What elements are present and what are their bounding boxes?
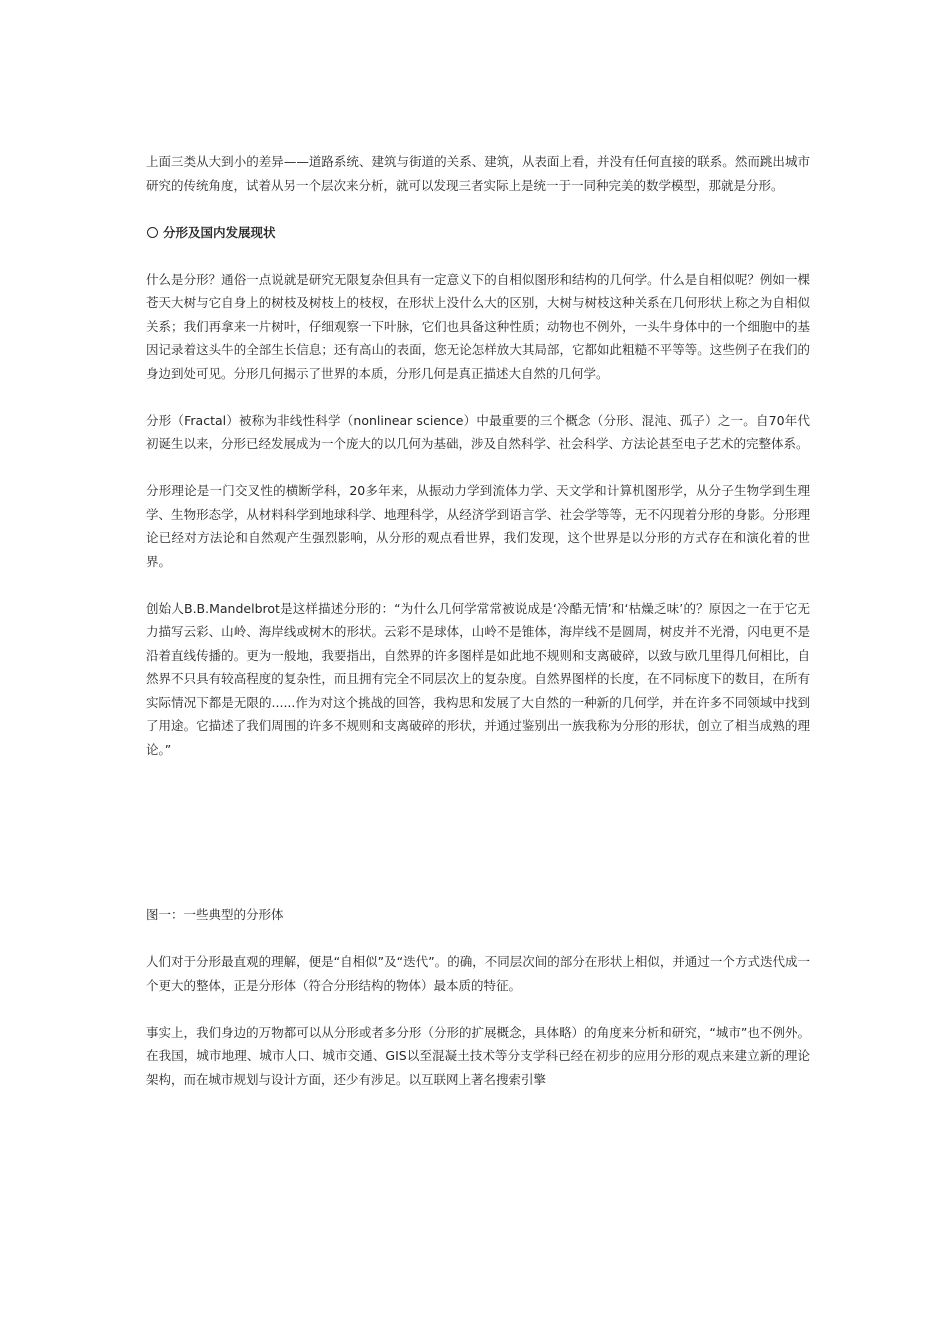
- spacer: [146, 573, 810, 597]
- paragraph-intro: 上面三类从大到小的差异——道路系统、建筑与街道的关系、建筑，从表面上看，并没有任何直接的联系。然而跳出城市研究的传统角度，试着从另一个层次来分析，就可以发现三者实际上是统一于一同种完美的数学模型，那就是分形。: [146, 154, 810, 193]
- figure-placeholder: [146, 761, 810, 903]
- paragraph-mandelbrot-quote: 创始人B.B.Mandelbrot是这样描述分形的：“为什么几何学常常被说成是‘冷酷无情’和‘枯燥乏味’的？原因之一在于它无力描写云彩、山岭、海岸线或树木的形状。云彩不是球体，山岭不是锥体，海岸线不是圆周，树皮并不光滑，闪电更不是沿着直线传播的。更为一般地，我要指出，自然界的许多图样是如此地不规则和支离破碎，以致与欧几里得几何相比，自然界不只具有较高程度的复杂性，而且拥有完全不同层次上的复杂度。自然界图样的长度，在不同标度下的数目，在所有实际情况下都是无限的......作为对这个挑战的回答，我构思和发展了大自然的一种新的几何学，并在许多不同领域中找到了用途。它描述了我们周围的许多不规则和支离破碎的形状，并通过鉴别出一族我称为分形的形状，创立了相当成熟的理论。”: [146, 600, 810, 757]
- paragraph-fractal-theory: 分形理论是一门交叉性的横断学科，20多年来，从振动力学到流体力学、天文学和计算机图形学，从分子生物学到生理学、生物形态学，从材料科学到地球科学、地理科学，从经济学到语言学、社会学等等，无不闪现着分形的身影。分形理论已经对方法论和自然观产生强烈影响，从分形的观点看世界，我们发现，这个世界是以分形的方式存在和演化着的世界。: [146, 483, 810, 569]
- spacer: [146, 197, 810, 221]
- section-heading-text: 分形及国内发展现状: [163, 224, 276, 240]
- spacer: [146, 927, 810, 951]
- circle-icon: [147, 227, 158, 238]
- paragraph-city-fractal: 事实上，我们身边的万物都可以从分形或者多分形（分形的扩展概念，具体略）的角度来分析和研究，“城市”也不例外。在我国，城市地理、城市人口、城市交通、GIS以至混凝土技术等分支学科已经在初步的应用分形的观点来建立新的理论架构，而在城市规划与设计方面，还少有涉足。以互联网上著名搜索引擎: [146, 1024, 810, 1087]
- paragraph-what-is-fractal: 什么是分形？通俗一点说就是研究无限复杂但具有一定意义下的自相似图形和结构的几何学。什么是自相似呢？例如一棵苍天大树与它自身上的树枝及树枝上的枝杈，在形状上没什么大的区别，大树与树枝这种关系在几何形状上称之为自相似关系；我们再拿来一片树叶，仔细观察一下叶脉，它们也具备这种性质；动物也不例外，一头牛身体中的一个细胞中的基因记录着这头牛的全部生长信息；还有高山的表面，您无论怎样放大其局部，它都如此粗糙不平等等。这些例子在我们的身边到处可见。分形几何揭示了世界的本质，分形几何是真正描述大自然的几何学。: [146, 271, 810, 381]
- paragraph-fractal-concept: 分形（Fractal）被称为非线性科学（nonlinear science）中最重要的三个概念（分形、混沌、孤子）之一。自70年代初诞生以来，分形已经发展成为一个庞大的以几何为基础，涉及自然科学、社会科学、方法论甚至电子艺术的完整体系。: [146, 412, 810, 451]
- spacer: [146, 385, 810, 409]
- spacer: [146, 244, 810, 268]
- figure-caption: 图一：一些典型的分形体: [146, 907, 284, 922]
- section-heading: [146, 221, 810, 245]
- spacer: [146, 456, 810, 480]
- document-body: [146, 150, 810, 1091]
- spacer: [146, 997, 810, 1021]
- paragraph-self-similarity: 人们对于分形最直观的理解，便是“自相似”及“迭代”。的确，不同层次间的部分在形状上相似，并通过一个方式迭代成一个更大的整体，正是分形体（符合分形结构的物体）最本质的特征。: [146, 954, 810, 993]
